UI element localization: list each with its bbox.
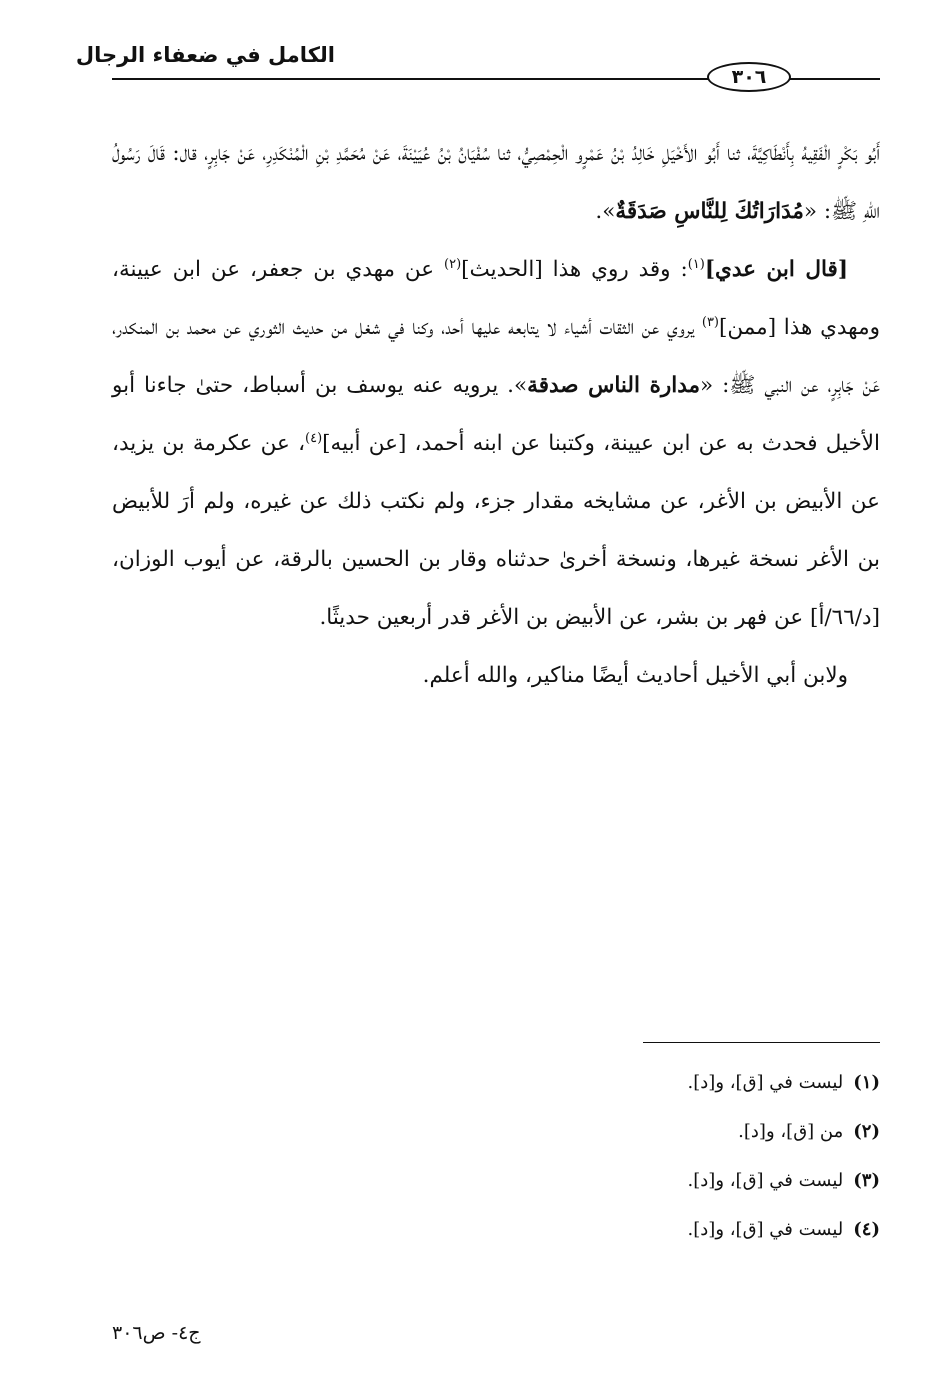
commentary-text-3: يروي عن الثقات أشياء لا يتابعه عليها أحد، وكنا في شغل من حديث الثوري عن محمد بن المنكدر، عَنْ جَابِرٍ، عن النبي ﷺ: « — [112, 315, 881, 398]
footnote-ref-4[interactable]: (٤) — [305, 431, 323, 446]
paragraph-hadith — [112, 125, 880, 241]
footnote-separator — [643, 1042, 880, 1043]
footnote-text: من [ق]، و[د]. — [738, 1121, 844, 1142]
paragraph-commentary — [112, 241, 880, 647]
footnote-text: ليست في [ق]، و[د]. — [687, 1170, 844, 1191]
commentary-text-5: ، عن عكرمة بن يزيد، عن الأبيض بن الأغر، عن مشايخه مقدار جزء، ولم نكتب ذلك عن غيره، ولم أرَ للأبيض بن الأغر نسخة غيرها، ونسخة أخرىٰ حدثناه وقار بن الحسين بالرقة، عن أيوب الوزان، [د/٦٦/أ] عن فهر بن بشر، عن الأبيض بن الأغر قدر أربعين حديثًا. — [112, 431, 880, 630]
main-text — [112, 125, 880, 705]
footnote-ref-2[interactable]: (٢) — [444, 257, 462, 272]
commentary-text-4: ». يرويه عنه يوسف بن أسباط، حتىٰ جاءنا أبو الأخيل فحدث به عن ابن عيينة، وكتبنا عن ابنه أحمد، [عن أبيه] — [112, 373, 880, 456]
hadith-matn: مُدَارَاتُكَ لِلنَّاسِ صَدَقَةٌ — [615, 199, 804, 224]
page-reference: ج٤- ص٣٠٦ — [112, 1322, 201, 1344]
footnote-number: (٤) — [853, 1219, 880, 1240]
speaker-label: [قال ابن عدي] — [704, 257, 849, 282]
footnote-item — [500, 1058, 880, 1107]
quoted-hadith: مدارة الناس صدقة — [527, 373, 700, 398]
footnote-item — [500, 1205, 880, 1254]
footnote-item — [500, 1107, 880, 1156]
footnote-number: (٣) — [853, 1170, 880, 1191]
footnote-number: (٢) — [853, 1121, 880, 1142]
footnote-text: ليست في [ق]، و[د]. — [687, 1072, 844, 1093]
footnote-item — [500, 1156, 880, 1205]
footnote-ref-1[interactable]: (١) — [687, 257, 705, 272]
page-number-badge: ٣٠٦ — [707, 62, 791, 92]
footnote-number: (١) — [853, 1072, 880, 1093]
hadith-end: ». — [595, 199, 616, 224]
footnotes — [500, 1058, 880, 1254]
footnote-ref-3[interactable]: (٣) — [701, 315, 719, 330]
running-header-title: الكامل في ضعفاء الرجال — [75, 43, 335, 67]
commentary-text-1: : وقد روي هذا [الحديث] — [461, 257, 688, 282]
commentary-text-2: عن مهدي بن جعفر، عن ابن عيينة، ومهدي هذا [ممن] — [112, 257, 880, 340]
paragraph-closing: ولابن أبي الأخيل أحاديث أيضًا مناكير، والله أعلم. — [422, 663, 848, 688]
footnote-text: ليست في [ق]، و[د]. — [687, 1219, 844, 1240]
hadith-chain: أَبُو بَكْرٍ الْفَقِيهُ بِأَنْطَاكِيَّةَ، ثنا أَبُو الأَخْيَلِ خَالِدُ بْنُ عَمْرٍو الْحِمْصِيُّ، ثنا سُفْيَانُ بْنُ عُيَيْنَةَ، عَنْ مُحَمَّدِ بْنِ الْمُنْكَدِرِ، عَنْ جَابِرٍ، قال: قَالَ رَسُولُ اللهِ ﷺ: « — [112, 141, 880, 224]
